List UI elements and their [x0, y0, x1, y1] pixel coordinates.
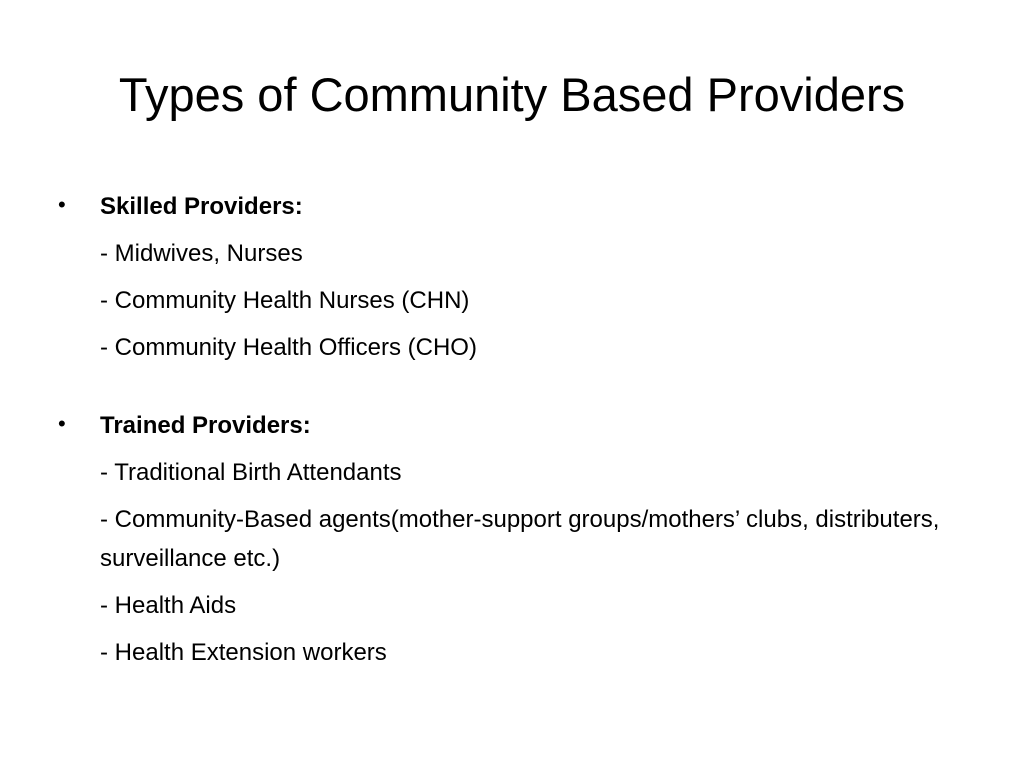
list-item: - Health Extension workers	[100, 639, 387, 666]
list-item: - Midwives, Nurses	[100, 240, 303, 267]
section-heading: Skilled Providers:	[100, 193, 303, 220]
list-item: - Health Aids	[100, 592, 237, 619]
provider-list	[58, 453, 958, 672]
section-header	[58, 186, 958, 228]
list-item: - Community Health Officers (CHO)	[100, 334, 477, 361]
list-item: - Traditional Birth Attendants	[100, 459, 402, 486]
slide-title: Types of Community Based Providers	[118, 68, 906, 121]
list-item: - Community-Based agents(mother-support groups/mothers’ clubs, distributers, surveillance etc.)	[100, 506, 940, 572]
slide-content	[58, 186, 958, 672]
bullet-icon: •	[58, 411, 66, 436]
section-skilled-providers	[58, 186, 958, 367]
section-heading: Trained Providers:	[100, 412, 311, 439]
bullet-icon: •	[58, 192, 66, 217]
list-item: - Community Health Nurses (CHN)	[100, 287, 470, 314]
section-trained-providers	[58, 405, 958, 672]
provider-list	[58, 234, 958, 367]
section-header	[58, 405, 958, 447]
